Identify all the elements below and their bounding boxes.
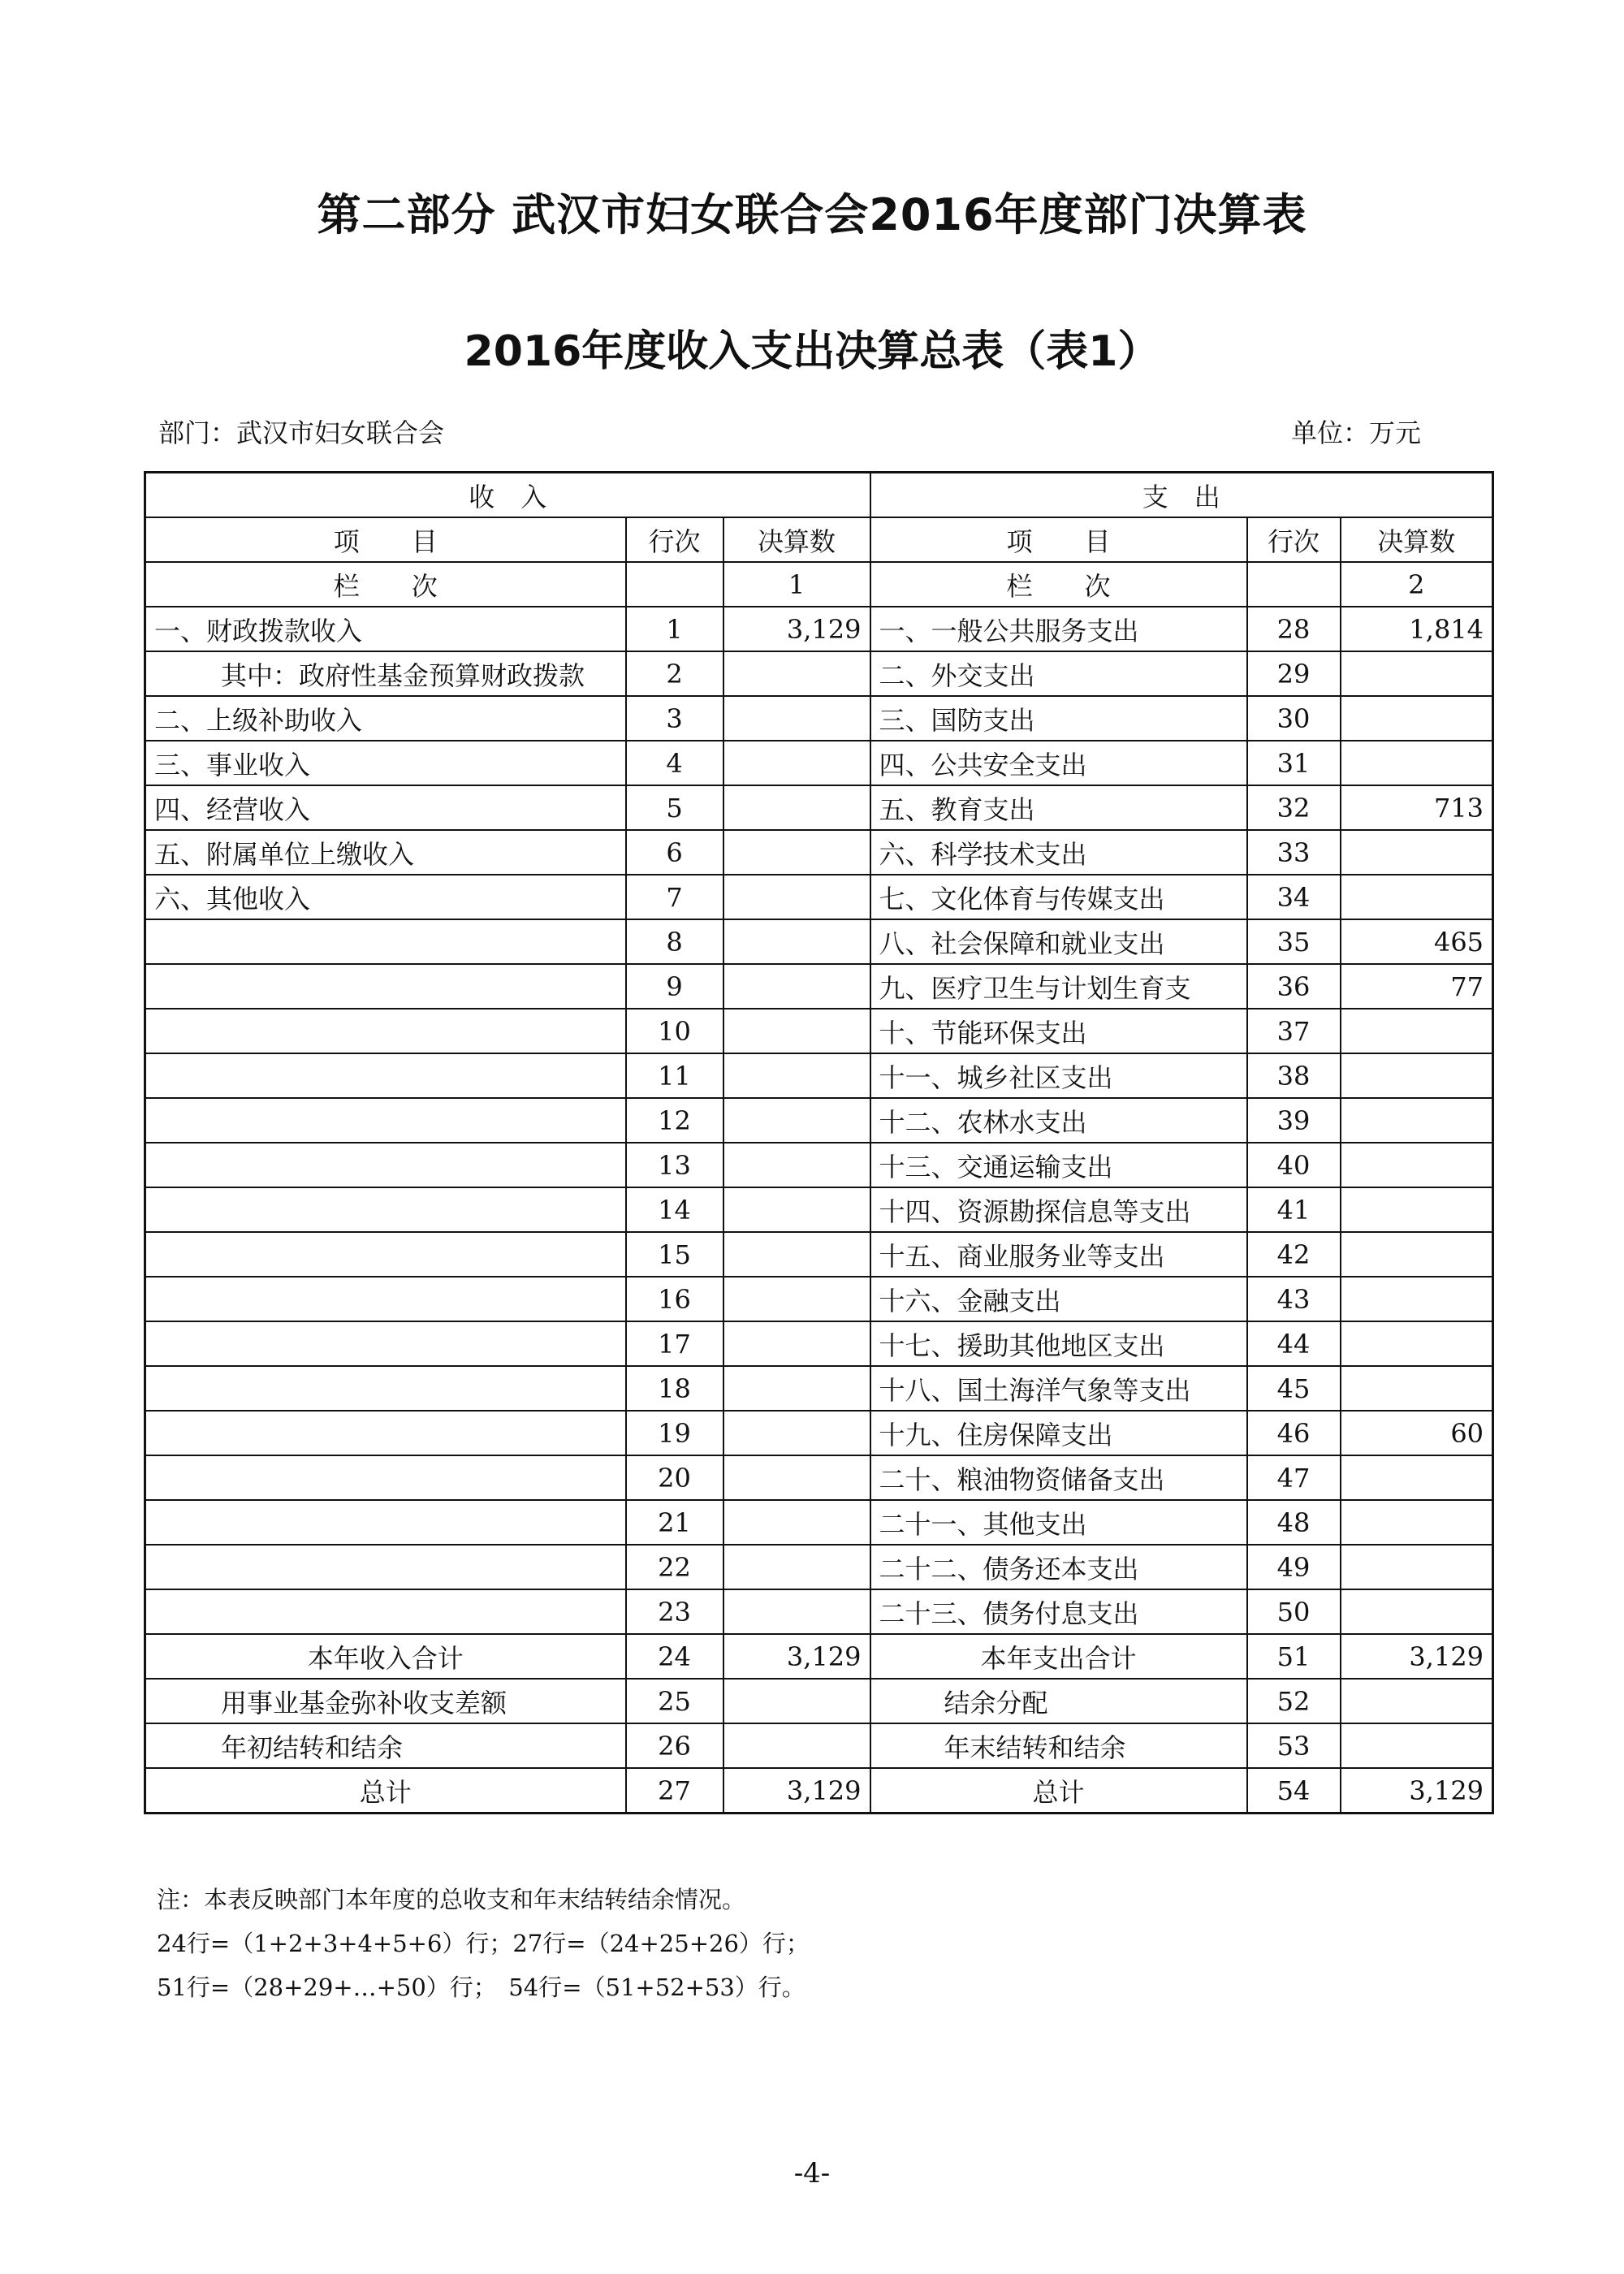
expense-amount: 713: [1341, 785, 1493, 830]
income-item: 三、事业收入: [145, 741, 626, 785]
income-amount: [723, 1009, 870, 1053]
expense-row-number: 53: [1247, 1723, 1341, 1768]
expense-summary-item: 结余分配: [870, 1679, 1247, 1723]
income-row-number: 6: [626, 830, 723, 875]
expense-row-number: 48: [1247, 1500, 1341, 1545]
expense-amount: [1341, 651, 1493, 696]
expense-summary-item: 本年支出合计: [870, 1634, 1247, 1679]
page-title: 第二部分 武汉市妇女联合会2016年度部门决算表: [317, 189, 1307, 240]
income-amount: [723, 1053, 870, 1098]
income-amount: [723, 1277, 870, 1321]
income-amount: [723, 1455, 870, 1500]
expense-row-number: 31: [1247, 741, 1341, 785]
expense-row-number: 52: [1247, 1679, 1341, 1723]
section-header-row: [145, 473, 1493, 518]
empty-cell: [1247, 562, 1341, 607]
expense-row-number: 43: [1247, 1277, 1341, 1321]
expense-item: 九、医疗卫生与计划生育支: [870, 964, 1247, 1009]
income-row-number: 11: [626, 1053, 723, 1098]
expense-item: 十五、商业服务业等支出: [870, 1232, 1247, 1277]
expense-item: 五、教育支出: [870, 785, 1247, 830]
expense-row-number: 41: [1247, 1187, 1341, 1232]
income-item: [145, 964, 626, 1009]
expense-amount: [1341, 830, 1493, 875]
expense-item: 十八、国土海洋气象等支出: [870, 1366, 1247, 1411]
expense-row-number: 50: [1247, 1589, 1341, 1634]
expense-item: 十二、农林水支出: [870, 1098, 1247, 1143]
expense-amount: [1341, 1545, 1493, 1589]
note-line: 注：本表反映部门本年度的总收支和年末结转结余情况。: [157, 1886, 746, 1913]
expense-item-header: 项 目: [870, 517, 1247, 562]
unit-label: 单位：万元: [1291, 417, 1422, 448]
income-row-number: 18: [626, 1366, 723, 1411]
income-item: [145, 1545, 626, 1589]
income-amount-header: 决算数: [723, 517, 870, 562]
expense-amount: [1341, 1589, 1493, 1634]
income-item: [145, 1187, 626, 1232]
income-item: 二、上级补助收入: [145, 696, 626, 741]
expense-row-number: 47: [1247, 1455, 1341, 1500]
income-row-number: 26: [626, 1723, 723, 1768]
income-amount: [723, 785, 870, 830]
expense-row-number: 35: [1247, 919, 1341, 964]
table-row: [145, 1143, 1493, 1187]
expense-row-number: 40: [1247, 1143, 1341, 1187]
table-row: [145, 1187, 1493, 1232]
expense-item: 十九、住房保障支出: [870, 1411, 1247, 1455]
expense-item: 二、外交支出: [870, 651, 1247, 696]
income-item: [145, 1009, 626, 1053]
income-row-number: 5: [626, 785, 723, 830]
income-row-number: 20: [626, 1455, 723, 1500]
income-rowno-header: 行次: [626, 517, 723, 562]
summary-row: [145, 1679, 1493, 1723]
expense-row-number: 39: [1247, 1098, 1341, 1143]
income-item: 四、经营收入: [145, 785, 626, 830]
income-item: [145, 1143, 626, 1187]
expense-row-number: 29: [1247, 651, 1341, 696]
expense-row-number: 42: [1247, 1232, 1341, 1277]
income-row-number: 21: [626, 1500, 723, 1545]
expense-amount: 465: [1341, 919, 1493, 964]
income-item: [145, 1232, 626, 1277]
income-amount: [723, 1500, 870, 1545]
income-row-number: 2: [626, 651, 723, 696]
income-item: 五、附属单位上缴收入: [145, 830, 626, 875]
expense-item: 二十、粮油物资储备支出: [870, 1455, 1247, 1500]
department-label: 部门：武汉市妇女联合会: [158, 417, 445, 448]
expense-header: 支 出: [870, 473, 1493, 518]
income-row-number: 8: [626, 919, 723, 964]
empty-cell: [626, 562, 723, 607]
income-amount: 3,129: [723, 1768, 870, 1814]
income-summary-item: 用事业基金弥补收支差额: [145, 1679, 626, 1723]
income-row-number: 23: [626, 1589, 723, 1634]
income-amount: [723, 919, 870, 964]
income-amount: [723, 875, 870, 919]
income-row-number: 9: [626, 964, 723, 1009]
expense-amount: [1341, 1053, 1493, 1098]
table-row: [145, 741, 1493, 785]
expense-item: 十、节能环保支出: [870, 1009, 1247, 1053]
income-item: [145, 1098, 626, 1143]
income-header: 收 入: [145, 473, 870, 518]
income-item: [145, 1411, 626, 1455]
expense-amount-header: 决算数: [1341, 517, 1493, 562]
expense-amount: [1341, 1321, 1493, 1366]
income-row-number: 15: [626, 1232, 723, 1277]
expense-row-number: 44: [1247, 1321, 1341, 1366]
expense-item: 六、科学技术支出: [870, 830, 1247, 875]
expense-amount: [1341, 1098, 1493, 1143]
expense-summary-item: 年末结转和结余: [870, 1723, 1247, 1768]
column-header-row: [145, 517, 1493, 562]
expense-row-number: 38: [1247, 1053, 1341, 1098]
note-line: 51行=（28+29+…+50）行； 54行=（51+52+53）行。: [157, 1974, 806, 2001]
table-row: [145, 1098, 1493, 1143]
income-amount: [723, 1679, 870, 1723]
expense-amount: [1341, 1277, 1493, 1321]
income-summary-item: 本年收入合计: [145, 1634, 626, 1679]
expense-item: 十三、交通运输支出: [870, 1143, 1247, 1187]
column-label-row: [145, 562, 1493, 607]
expense-row-number: 46: [1247, 1411, 1341, 1455]
income-item: 其中：政府性基金预算财政拨款: [145, 651, 626, 696]
table-title: 2016年度收入支出决算总表（表1）: [464, 327, 1160, 376]
income-item: 一、财政拨款收入: [145, 607, 626, 651]
expense-row-number: 34: [1247, 875, 1341, 919]
table-row: [145, 696, 1493, 741]
income-amount: [723, 1321, 870, 1366]
expense-amount: [1341, 1143, 1493, 1187]
expense-row-number: 32: [1247, 785, 1341, 830]
page-number: -4-: [793, 2157, 831, 2190]
expense-amount: [1341, 1187, 1493, 1232]
income-row-number: 19: [626, 1411, 723, 1455]
expense-amount: 1,814: [1341, 607, 1493, 651]
expense-column-number: 2: [1341, 562, 1493, 607]
income-amount: 3,129: [723, 607, 870, 651]
expense-row-number: 51: [1247, 1634, 1341, 1679]
table-row: [145, 1277, 1493, 1321]
income-row-number: 24: [626, 1634, 723, 1679]
expense-amount: [1341, 1679, 1493, 1723]
table-row: [145, 964, 1493, 1009]
income-row-number: 10: [626, 1009, 723, 1053]
expense-amount: 77: [1341, 964, 1493, 1009]
income-amount: [723, 696, 870, 741]
income-row-number: 12: [626, 1098, 723, 1143]
expense-item: 七、文化体育与传媒支出: [870, 875, 1247, 919]
summary-row: [145, 1634, 1493, 1679]
income-amount: [723, 964, 870, 1009]
note-line: 24行=（1+2+3+4+5+6）行；27行=（24+25+26）行；: [157, 1930, 810, 1957]
expense-row-number: 54: [1247, 1768, 1341, 1814]
expense-amount: 60: [1341, 1411, 1493, 1455]
income-item: 六、其他收入: [145, 875, 626, 919]
expense-item: 四、公共安全支出: [870, 741, 1247, 785]
expense-amount: 3,129: [1341, 1634, 1493, 1679]
table-row: [145, 1455, 1493, 1500]
table-row: [145, 1009, 1493, 1053]
expense-row-number: 28: [1247, 607, 1341, 651]
income-amount: [723, 741, 870, 785]
table-row: [145, 919, 1493, 964]
expense-amount: [1341, 1232, 1493, 1277]
expense-column-label: 栏 次: [870, 562, 1247, 607]
income-summary-item: 年初结转和结余: [145, 1723, 626, 1768]
income-row-number: 1: [626, 607, 723, 651]
table-row: [145, 1053, 1493, 1098]
income-row-number: 27: [626, 1768, 723, 1814]
income-amount: [723, 1143, 870, 1187]
income-amount: 3,129: [723, 1634, 870, 1679]
expense-item: 二十三、债务付息支出: [870, 1589, 1247, 1634]
income-item: [145, 1500, 626, 1545]
budget-table: [144, 471, 1494, 1814]
table-row: [145, 607, 1493, 651]
table-row: [145, 830, 1493, 875]
income-summary-item: 总计: [145, 1768, 626, 1814]
income-item: [145, 1053, 626, 1098]
expense-row-number: 49: [1247, 1545, 1341, 1589]
table-row: [145, 651, 1493, 696]
expense-row-number: 30: [1247, 696, 1341, 741]
expense-amount: [1341, 875, 1493, 919]
income-item: [145, 1277, 626, 1321]
income-column-label: 栏 次: [145, 562, 626, 607]
income-item: [145, 1321, 626, 1366]
income-row-number: 14: [626, 1187, 723, 1232]
income-amount: [723, 830, 870, 875]
expense-item: 二十二、债务还本支出: [870, 1545, 1247, 1589]
expense-row-number: 45: [1247, 1366, 1341, 1411]
expense-item: 十四、资源勘探信息等支出: [870, 1187, 1247, 1232]
income-amount: [723, 1723, 870, 1768]
expense-amount: [1341, 1366, 1493, 1411]
expense-item: 十六、金融支出: [870, 1277, 1247, 1321]
income-row-number: 7: [626, 875, 723, 919]
expense-amount: [1341, 1455, 1493, 1500]
income-amount: [723, 1232, 870, 1277]
expense-item: 二十一、其他支出: [870, 1500, 1247, 1545]
table-row: [145, 785, 1493, 830]
expense-amount: [1341, 741, 1493, 785]
income-row-number: 22: [626, 1545, 723, 1589]
table-row: [145, 1232, 1493, 1277]
table-row: [145, 1589, 1493, 1634]
table-row: [145, 1545, 1493, 1589]
table-row: [145, 1321, 1493, 1366]
income-item: [145, 1589, 626, 1634]
income-amount: [723, 1098, 870, 1143]
income-item: [145, 1366, 626, 1411]
income-row-number: 3: [626, 696, 723, 741]
expense-amount: [1341, 1009, 1493, 1053]
expense-item: 十七、援助其他地区支出: [870, 1321, 1247, 1366]
income-row-number: 4: [626, 741, 723, 785]
income-row-number: 13: [626, 1143, 723, 1187]
income-amount: [723, 1411, 870, 1455]
summary-row: [145, 1723, 1493, 1768]
expense-amount: [1341, 1500, 1493, 1545]
expense-rowno-header: 行次: [1247, 517, 1341, 562]
table-row: [145, 1411, 1493, 1455]
expense-row-number: 36: [1247, 964, 1341, 1009]
income-row-number: 16: [626, 1277, 723, 1321]
notes: [157, 1878, 810, 2009]
income-row-number: 17: [626, 1321, 723, 1366]
expense-item: 三、国防支出: [870, 696, 1247, 741]
income-item: [145, 1455, 626, 1500]
expense-summary-item: 总计: [870, 1768, 1247, 1814]
income-amount: [723, 651, 870, 696]
expense-item: 十一、城乡社区支出: [870, 1053, 1247, 1098]
income-amount: [723, 1187, 870, 1232]
expense-amount: [1341, 696, 1493, 741]
expense-item: 一、一般公共服务支出: [870, 607, 1247, 651]
table-row: [145, 1366, 1493, 1411]
table-row: [145, 1500, 1493, 1545]
income-row-number: 25: [626, 1679, 723, 1723]
expense-row-number: 37: [1247, 1009, 1341, 1053]
expense-row-number: 33: [1247, 830, 1341, 875]
income-item-header: 项 目: [145, 517, 626, 562]
expense-amount: 3,129: [1341, 1768, 1493, 1814]
income-amount: [723, 1589, 870, 1634]
expense-item: 八、社会保障和就业支出: [870, 919, 1247, 964]
expense-amount: [1341, 1723, 1493, 1768]
table-row: [145, 875, 1493, 919]
income-column-number: 1: [723, 562, 870, 607]
summary-row: [145, 1768, 1493, 1814]
income-item: [145, 919, 626, 964]
income-amount: [723, 1545, 870, 1589]
income-amount: [723, 1366, 870, 1411]
